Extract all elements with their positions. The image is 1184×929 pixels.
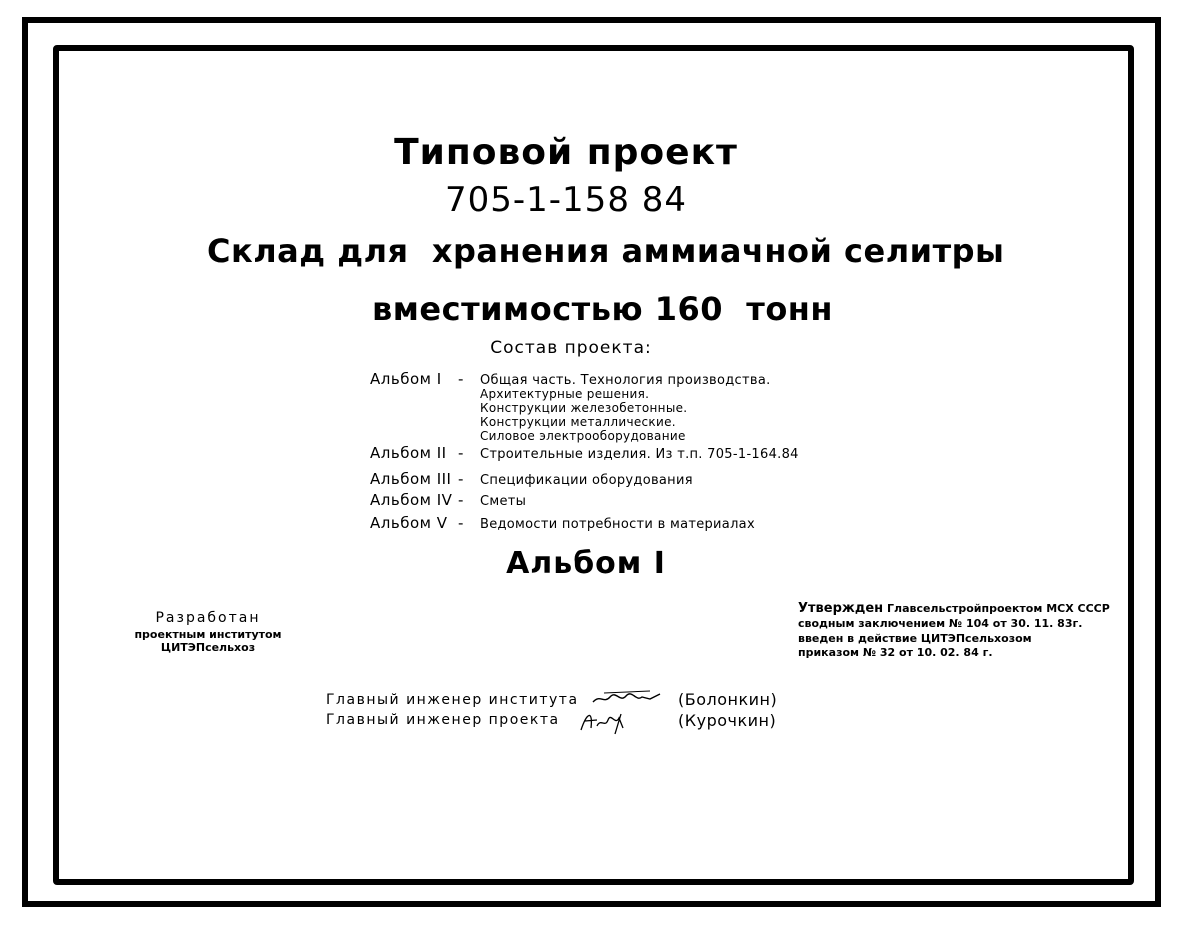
signature-name-1: (Болонкин)	[678, 690, 778, 709]
album-2-dash: -	[458, 444, 464, 462]
project-number: 705-1-158 84	[444, 180, 688, 220]
approval-line3: введен в действие ЦИТЭПсельхозом	[798, 632, 1032, 645]
album-4-line-1: Сметы	[480, 494, 527, 509]
album-4-dash: -	[458, 491, 464, 509]
approved-by: Главсельстройпроектом МСХ СССР	[887, 602, 1110, 615]
album-1-label: Альбом I	[370, 370, 442, 388]
signature-role-1: Главный инженер института	[326, 692, 579, 708]
album-5-dash: -	[458, 514, 464, 532]
project-name-line2: вместимостью 160 тонн	[372, 290, 834, 328]
signature-role-2: Главный инженер проекта	[326, 712, 560, 728]
signature-name-2: (Курочкин)	[678, 711, 777, 730]
album-1-line-1: Общая часть. Технология производства.	[480, 373, 771, 388]
approval-line2: сводным заключением № 104 от 30. 11. 83г.	[798, 617, 1083, 630]
album-1-line-2: Архитектурные решения.	[480, 387, 650, 401]
approval-line4: приказом № 32 от 10. 02. 84 г.	[798, 646, 993, 659]
album-1-line-5: Силовое электрооборудование	[480, 429, 686, 443]
developed-by-title: Разработан	[155, 610, 261, 626]
approved-word: Утвержден	[798, 601, 884, 616]
album-1-line-4: Конструкции металлические.	[480, 415, 676, 429]
album-3-dash: -	[458, 470, 464, 488]
developed-by-line1: проектным институтом	[134, 628, 282, 641]
developed-by-line2: ЦИТЭПсельхоз	[160, 641, 256, 654]
project-name-line1: Склад для хранения аммиачной селитры	[207, 232, 1005, 270]
album-2-label: Альбом II	[370, 444, 447, 462]
album-3-line-1: Спецификации оборудования	[480, 473, 693, 488]
album-2-line-1: Строительные изделия. Из т.п. 705-1-164.84	[480, 447, 799, 462]
current-album-title: Альбом I	[506, 546, 666, 581]
album-1-line-3: Конструкции железобетонные.	[480, 401, 688, 415]
document-title: Типовой проект	[394, 132, 738, 173]
approval-line1	[798, 601, 1110, 616]
album-3-label: Альбом III	[370, 470, 452, 488]
signature-scribble-2	[575, 706, 635, 736]
composition-heading: Состав проекта:	[490, 338, 652, 358]
album-4-label: Альбом IV	[370, 491, 453, 509]
album-5-line-1: Ведомости потребности в материалах	[480, 517, 755, 532]
album-1-dash: -	[458, 370, 464, 388]
album-5-label: Альбом V	[370, 514, 448, 532]
